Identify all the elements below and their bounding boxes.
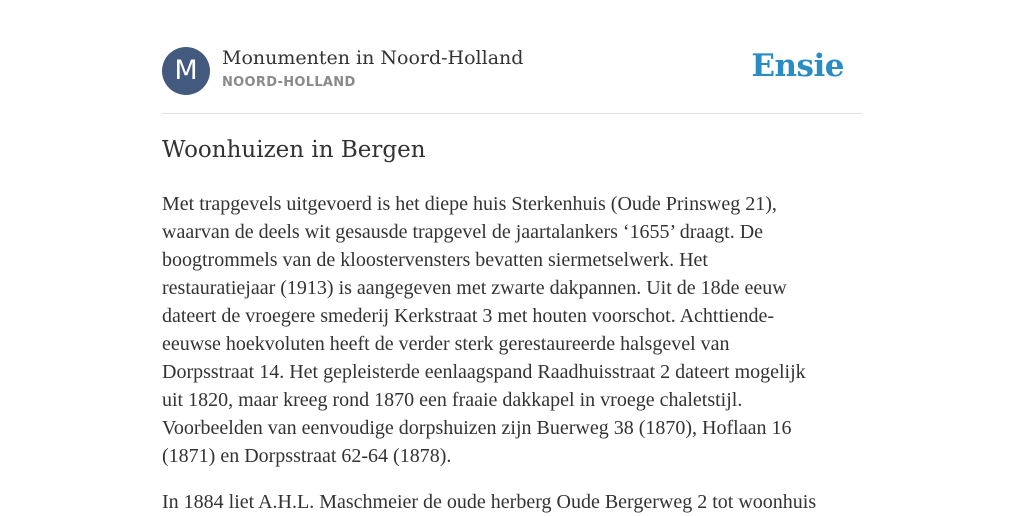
- paragraph-line: boogtrommels van de kloostervensters bevatten siermetselwerk. Het: [162, 249, 708, 271]
- brand-logo[interactable]: Ensie: [751, 48, 844, 84]
- paragraph-line: uit 1820, maar kreeg rond 1870 een fraaie dakkapel in vroege chaletstijl.: [162, 389, 743, 411]
- paragraph-line: eeuwse hoekvoluten heeft de verder sterk gerestaureerde halsgevel van: [162, 333, 730, 355]
- header-divider: [162, 113, 862, 114]
- site-subtitle[interactable]: NOORD-HOLLAND: [222, 75, 356, 90]
- paragraph-line: waarvan de deels wit gesausde trapgevel de jaartalankers ‘1655’ draagt. De: [162, 221, 764, 243]
- paragraph-line: In 1884 liet A.H.L. Maschmeier de oude herberg Oude Bergerweg 2 tot woonhuis: [162, 491, 817, 513]
- paragraph-line: Dorpsstraat 14. Het gepleisterde eenlaagspand Raadhuisstraat 2 dateert mogelijk: [162, 361, 806, 383]
- site-title[interactable]: Monumenten in Noord-Holland: [222, 47, 524, 69]
- article-title: Woonhuizen in Bergen: [162, 137, 426, 163]
- avatar[interactable]: M: [162, 47, 210, 95]
- paragraph-line: Met trapgevels uitgevoerd is het diepe huis Sterkenhuis (Oude Prinsweg 21),: [162, 193, 777, 215]
- site-header: [162, 46, 862, 96]
- paragraph-line: Voorbeelden van eenvoudige dorpshuizen zijn Buerweg 38 (1870), Hoflaan 16: [162, 417, 792, 439]
- paragraph-line: restauratiejaar (1913) is aangegeven met zwarte dakpannen. Uit de 18de eeuw: [162, 277, 787, 299]
- paragraph-line: dateert de vroegere smederij Kerkstraat 3 met houten voorschot. Achttiende-: [162, 305, 774, 327]
- paragraph-line: (1871) en Dorpsstraat 62-64 (1878).: [162, 445, 452, 467]
- article-paragraph-1: [162, 190, 862, 470]
